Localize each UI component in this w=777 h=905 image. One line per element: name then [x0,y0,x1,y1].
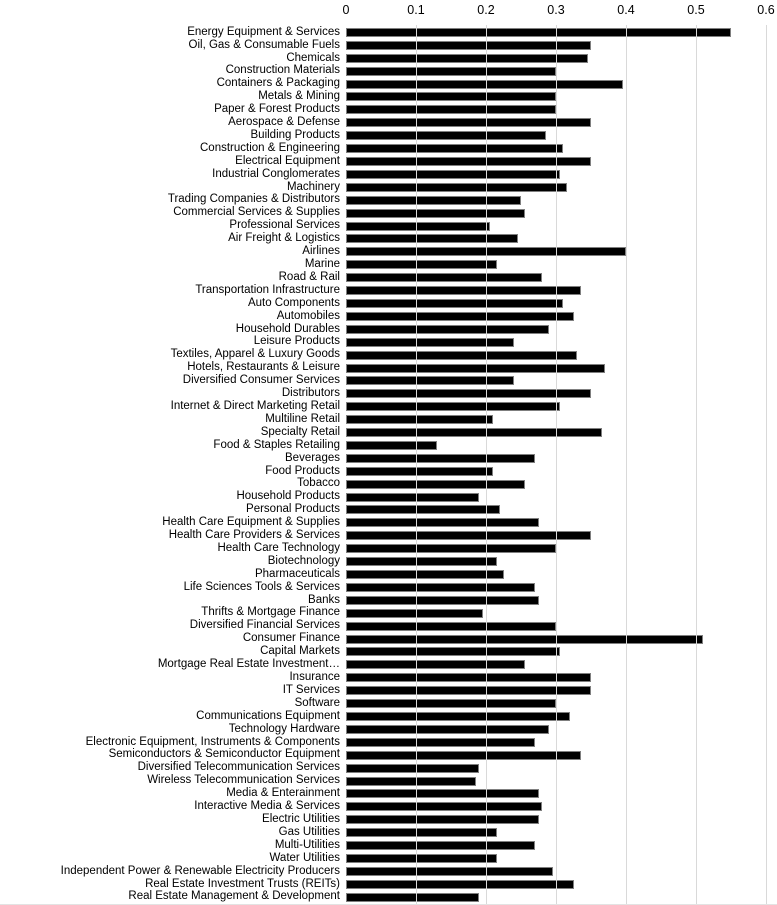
category-label: Multiline Retail [265,412,340,425]
bar-row [0,297,777,310]
bar [346,751,581,760]
bar-row [0,336,777,349]
category-label: Health Care Equipment & Supplies [162,516,340,529]
category-label: Water Utilities [269,851,340,864]
category-label: Multi-Utilities [274,838,340,851]
bar [346,738,535,747]
bar [346,54,588,63]
bar [346,815,539,824]
category-label: Auto Components [247,296,340,309]
bar-row [0,116,777,129]
category-label: Leisure Products [253,335,340,348]
x-tick-label: 0.6 [757,3,775,17]
bar [346,157,591,166]
bar [346,660,525,669]
bar [346,364,605,373]
bar-row [0,529,777,542]
bar [346,441,437,450]
bar-row [0,826,777,839]
bar [346,880,574,889]
bar [346,725,549,734]
bar-row [0,155,777,168]
bar [346,338,514,347]
bar [346,131,546,140]
bar-row [0,103,777,116]
bar-row [0,258,777,271]
bar-row [0,736,777,749]
category-label: Semiconductors & Semiconductor Equipment [108,748,340,761]
bar [346,28,731,37]
category-label: Aerospace & Defense [228,116,340,129]
bar [346,712,570,721]
bar-row [0,646,777,659]
category-label: Construction & Engineering [200,141,340,154]
bar-row [0,284,777,297]
bar-row [0,129,777,142]
category-label: Trading Companies & Distributors [167,193,340,206]
category-label: Health Care Providers & Services [168,529,340,542]
category-label: Paper & Forest Products [214,103,340,116]
bar-row [0,516,777,529]
category-label: Beverages [285,451,340,464]
bar [346,518,539,527]
bar-row [0,168,777,181]
bar [346,67,556,76]
bar-row [0,78,777,91]
bar-row [0,749,777,762]
category-label: Food Products [265,464,340,477]
bar-row [0,439,777,452]
bar-row [0,39,777,52]
bar-row [0,839,777,852]
bar-row [0,813,777,826]
bar [346,635,703,644]
bar-row [0,684,777,697]
gridline [556,25,557,904]
gridline [696,25,697,904]
bar [346,802,542,811]
bar [346,183,567,192]
bar [346,505,500,514]
category-label: Building Products [250,128,340,141]
x-tick-label: 0.4 [617,3,635,17]
bar [346,557,497,566]
category-label: IT Services [282,683,340,696]
bar-row [0,426,777,439]
x-tick-label: 0 [342,3,350,17]
bar-row [0,607,777,620]
bar [346,196,521,205]
category-label: Commercial Services & Supplies [173,206,340,219]
category-label: Textiles, Apparel & Luxury Goods [170,348,340,361]
category-label: Household Durables [235,322,340,335]
bar-row [0,271,777,284]
bar [346,41,591,50]
category-label: Specialty Retail [260,425,340,438]
bar-row [0,800,777,813]
bar-row [0,633,777,646]
category-label: Technology Hardware [228,722,340,735]
category-label: Professional Services [229,219,340,232]
x-tick-label: 0.2 [477,3,495,17]
bar-row [0,671,777,684]
bar-row [0,387,777,400]
bar-row [0,697,777,710]
bar-row [0,26,777,39]
x-tick-label: 0.3 [547,3,565,17]
category-label: Software [294,696,340,709]
bar [346,596,539,605]
bar-row [0,91,777,104]
category-label: Wireless Telecommunication Services [147,774,340,787]
bar [346,118,591,127]
bar [346,454,535,463]
category-label: Industrial Conglomerates [212,167,340,180]
bar [346,893,479,902]
bar-row [0,865,777,878]
bar-row [0,465,777,478]
bar-rows [0,26,777,904]
bar-row [0,762,777,775]
bar [346,376,514,385]
bar [346,428,602,437]
bar [346,480,525,489]
category-label: Independent Power & Renewable Electricity Producers [60,864,340,877]
category-label: Real Estate Investment Trusts (REITs) [145,877,340,890]
bar [346,867,553,876]
bar [346,92,556,101]
category-label: Electrical Equipment [235,154,340,167]
bar-row [0,775,777,788]
category-label: Capital Markets [260,645,340,658]
category-label: Personal Products [246,503,340,516]
bar-row [0,413,777,426]
bar-row [0,491,777,504]
category-label: Consumer Finance [242,632,340,645]
category-label: Road & Rail [278,270,340,283]
x-tick-label: 0.1 [407,3,425,17]
category-label: Banks [308,593,340,606]
bar [346,647,560,656]
category-label: Real Estate Management & Development [128,890,340,903]
bar-row [0,362,777,375]
bar [346,80,623,89]
bar [346,583,535,592]
bar [346,325,549,334]
x-axis [0,2,777,24]
category-label: Tobacco [297,477,340,490]
category-label: Chemicals [286,51,340,64]
bar-row [0,478,777,491]
bar-row [0,852,777,865]
category-label: Life Sciences Tools & Services [183,580,340,593]
bar [346,273,542,282]
bar-row [0,65,777,78]
bar [346,622,556,631]
bar-row [0,207,777,220]
category-label: Energy Equipment & Services [187,25,340,38]
bar-row [0,400,777,413]
bar [346,493,479,502]
bar [346,234,518,243]
bar [346,312,574,321]
category-label: Interactive Media & Services [194,800,340,813]
category-label: Electronic Equipment, Instruments & Components [85,735,340,748]
bar [346,467,493,476]
bar [346,789,539,798]
category-label: Construction Materials [225,64,340,77]
category-label: Pharmaceuticals [254,567,340,580]
category-label: Food & Staples Retailing [213,438,340,451]
category-label: Marine [304,258,340,271]
category-label: Airlines [302,245,340,258]
bar-row [0,723,777,736]
bar-row [0,568,777,581]
bar-row [0,52,777,65]
bar-row [0,878,777,891]
bar [346,260,497,269]
bar-row [0,555,777,568]
category-label: Hotels, Restaurants & Leisure [187,361,340,374]
category-label: Diversified Financial Services [189,619,340,632]
category-label: Insurance [289,671,340,684]
bar [346,389,591,398]
category-label: Machinery [286,180,340,193]
bar-row [0,233,777,246]
category-label: Communications Equipment [196,709,340,722]
plot-area [0,25,777,905]
bar [346,170,560,179]
bar [346,777,476,786]
gridline [626,25,627,904]
category-label: Automobiles [276,309,340,322]
bar [346,686,591,695]
bar-row [0,452,777,465]
category-label: Mortgage Real Estate Investment… [157,658,340,671]
bar-row [0,658,777,671]
category-label: Household Products [236,490,340,503]
bar [346,351,577,360]
category-label: Thrifts & Mortgage Finance [201,606,340,619]
bar-row [0,620,777,633]
bar-row [0,594,777,607]
bar [346,544,556,553]
gridline [766,25,767,904]
bar-row [0,194,777,207]
bar-row [0,787,777,800]
bar [346,764,479,773]
gridline [416,25,417,904]
bar [346,531,591,540]
bar [346,841,535,850]
bar [346,144,563,153]
bar-row [0,181,777,194]
bar-row [0,710,777,723]
x-tick-label: 0.5 [687,3,705,17]
gridline [486,25,487,904]
bar-row [0,310,777,323]
bar [346,699,556,708]
bar [346,286,581,295]
bar [346,299,563,308]
bar-row [0,374,777,387]
category-label: Biotechnology [267,554,340,567]
category-label: Health Care Technology [217,541,340,554]
bar [346,673,591,682]
bar-row [0,542,777,555]
category-label: Containers & Packaging [216,77,340,90]
bar-row [0,504,777,517]
category-label: Metals & Mining [258,90,340,103]
bar-row [0,245,777,258]
category-label: Distributors [281,387,340,400]
bar-row [0,349,777,362]
category-label: Transportation Infrastructure [195,283,340,296]
category-label: Diversified Telecommunication Services [137,761,340,774]
category-label: Media & Enterainment [226,787,340,800]
category-label: Electric Utilities [262,812,340,825]
bar [346,209,525,218]
bar [346,105,556,114]
category-label: Diversified Consumer Services [182,374,340,387]
bar [346,415,493,424]
bar-row [0,891,777,904]
category-label: Oil, Gas & Consumable Fuels [188,38,340,51]
bar-row [0,581,777,594]
bar-row [0,220,777,233]
bar [346,609,483,618]
bar [346,402,560,411]
category-label: Gas Utilities [278,825,340,838]
bar [346,828,497,837]
bar [346,854,497,863]
bar-row [0,323,777,336]
bar [346,222,490,231]
category-label: Internet & Direct Marketing Retail [170,399,340,412]
bar-row [0,142,777,155]
category-label: Air Freight & Logistics [228,232,340,245]
bar [346,570,504,579]
